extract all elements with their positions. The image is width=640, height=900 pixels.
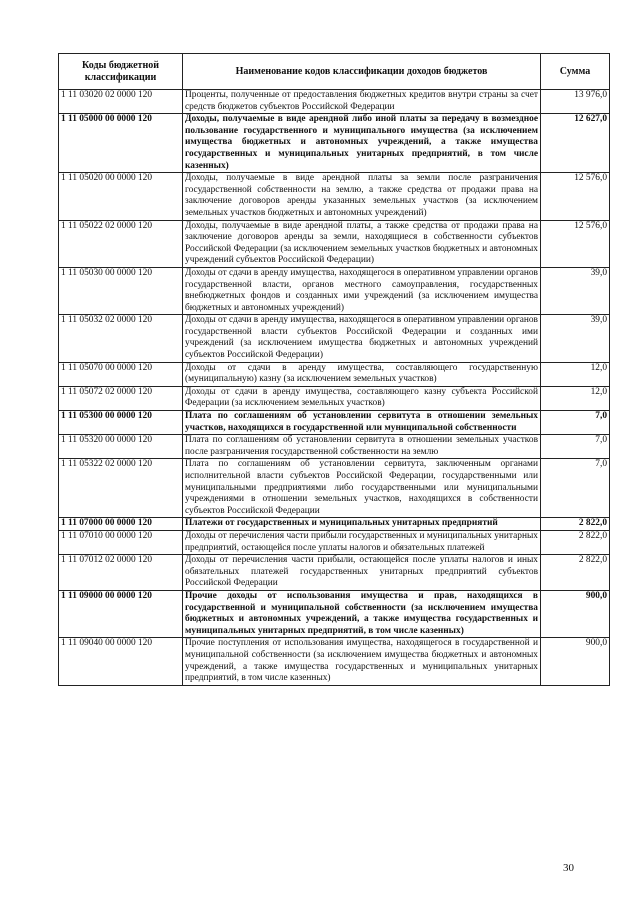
row-name: Доходы от сдачи в аренду имущества, находящегося в оперативном управлении органов государственной власти субъектов Российской Федерации и созданных ими учреждений (за исключением имущества бюджетных и автономных учреждений субъектов Российской Федерации) [183,315,541,362]
row-name: Доходы, получаемые в виде арендной платы за земли после разграничения государственной собственности на землю, а также средства от продажи права на заключение договоров аренды указанных земельных участков (за исключением земельных участков бюджетных и автономных учреждений) [183,173,541,220]
table-row [59,386,610,410]
row-code: 1 11 05300 00 0000 120 [59,411,183,435]
header-sum: Сумма [541,54,610,90]
row-code: 1 11 05030 00 0000 120 [59,267,183,314]
row-sum: 12 576,0 [541,173,610,220]
row-code: 1 11 05320 00 0000 120 [59,435,183,459]
row-name: Доходы от сдачи в аренду имущества, находящегося в оперативном управлении органов государственной власти, органов местного самоуправления, государственных внебюджетных фондов и созданных ими учреждений (за исключением имущества бюджетных и автономных учреждений) [183,267,541,314]
row-code: 1 11 05020 00 0000 120 [59,173,183,220]
table-row [59,518,610,531]
table-row [59,267,610,314]
row-sum: 7,0 [541,411,610,435]
row-code: 1 11 03020 02 0000 120 [59,90,183,114]
page-number: 30 [563,862,574,874]
table-body [59,90,610,686]
row-name: Доходы от перечисления части прибыли, остающейся после уплаты налогов и иных обязательных платежей государственных унитарных предприятий субъектов Российской Федерации [183,555,541,591]
row-code: 1 11 05022 02 0000 120 [59,220,183,267]
table-row [59,362,610,386]
table-header-row [59,54,610,90]
row-name: Доходы, получаемые в виде арендной платы, а также средства от продажи права на заключение договоров аренды за земли, находящиеся в собственности субъектов Российской Федерации (за исключением земельных участков бюджетных и автономных учреждений субъектов Российской Федерации) [183,220,541,267]
table-row [59,638,610,685]
row-sum: 12 576,0 [541,220,610,267]
row-code: 1 11 07012 02 0000 120 [59,555,183,591]
row-sum: 2 822,0 [541,555,610,591]
row-sum: 2 822,0 [541,530,610,554]
table-row [59,315,610,362]
row-code: 1 11 05072 02 0000 120 [59,386,183,410]
table-row [59,435,610,459]
row-sum: 12 627,0 [541,114,610,173]
header-code: Коды бюджетной классификации [59,54,183,90]
row-code: 1 11 07010 00 0000 120 [59,530,183,554]
row-code: 1 11 05070 00 0000 120 [59,362,183,386]
row-sum: 12,0 [541,386,610,410]
table-row [59,411,610,435]
row-sum: 39,0 [541,267,610,314]
table-row [59,220,610,267]
row-code: 1 11 05032 02 0000 120 [59,315,183,362]
row-code: 1 11 09000 00 0000 120 [59,590,183,637]
row-name: Проценты, полученные от предоставления бюджетных кредитов внутри страны за счет средств бюджетов субъектов Российской Федерации [183,90,541,114]
row-code: 1 11 05322 02 0000 120 [59,459,183,518]
row-code: 1 11 09040 00 0000 120 [59,638,183,685]
row-sum: 39,0 [541,315,610,362]
row-name: Доходы, получаемые в виде арендной либо иной платы за передачу в возмездное пользование государственного и муниципального имущества (за исключением имущества бюджетных и автономных учреждений, а также имущества государственных и муниципальных унитарных предприятий, в том числе казенных) [183,114,541,173]
row-name: Доходы от сдачи в аренду имущества, составляющего государственную (муниципальную) казну (за исключением земельных участков) [183,362,541,386]
row-name: Плата по соглашениям об установлении сервитута, заключенным органами исполнительной власти субъектов Российской Федерации, государственными или муниципальными предприятиями либо государственными или муниципальными учреждениями в отношении земельных участков, находящихся в собственности субъектов Российской Федерации [183,459,541,518]
table-row [59,459,610,518]
table-row [59,114,610,173]
table-row [59,590,610,637]
revenue-classification-table [58,53,610,686]
row-sum: 7,0 [541,459,610,518]
table-row [59,530,610,554]
row-sum: 13 976,0 [541,90,610,114]
row-name: Прочие поступления от использования имущества, находящегося в государственной и муниципальной собственности (за исключением имущества бюджетных и автономных учреждений, а также имущества государственных и муниципальных унитарных предприятий, в том числе казенных) [183,638,541,685]
row-name: Доходы от сдачи в аренду имущества, составляющего казну субъекта Российской Федерации (за исключением земельных участков) [183,386,541,410]
row-code: 1 11 07000 00 0000 120 [59,518,183,531]
header-name: Наименование кодов классификации доходов бюджетов [183,54,541,90]
row-sum: 2 822,0 [541,518,610,531]
row-name: Плата по соглашениям об установлении сервитута в отношении земельных участков после разграничения государственной собственности на землю [183,435,541,459]
table-row [59,555,610,591]
row-sum: 900,0 [541,638,610,685]
row-sum: 7,0 [541,435,610,459]
table-row [59,173,610,220]
row-name: Прочие доходы от использования имущества и прав, находящихся в государственной и муниципальной собственности (за исключением имущества бюджетных и автономных учреждений, а также имущества государственных и муниципальных унитарных предприятий, в том числе казенных) [183,590,541,637]
row-sum: 12,0 [541,362,610,386]
table-row [59,90,610,114]
row-code: 1 11 05000 00 0000 120 [59,114,183,173]
row-sum: 900,0 [541,590,610,637]
row-name: Доходы от перечисления части прибыли государственных и муниципальных унитарных предприятий, остающейся после уплаты налогов и обязательных платежей [183,530,541,554]
row-name: Платежи от государственных и муниципальных унитарных предприятий [183,518,541,531]
row-name: Плата по соглашениям об установлении сервитута в отношении земельных участков, находящихся в государственной или муниципальной собственности [183,411,541,435]
